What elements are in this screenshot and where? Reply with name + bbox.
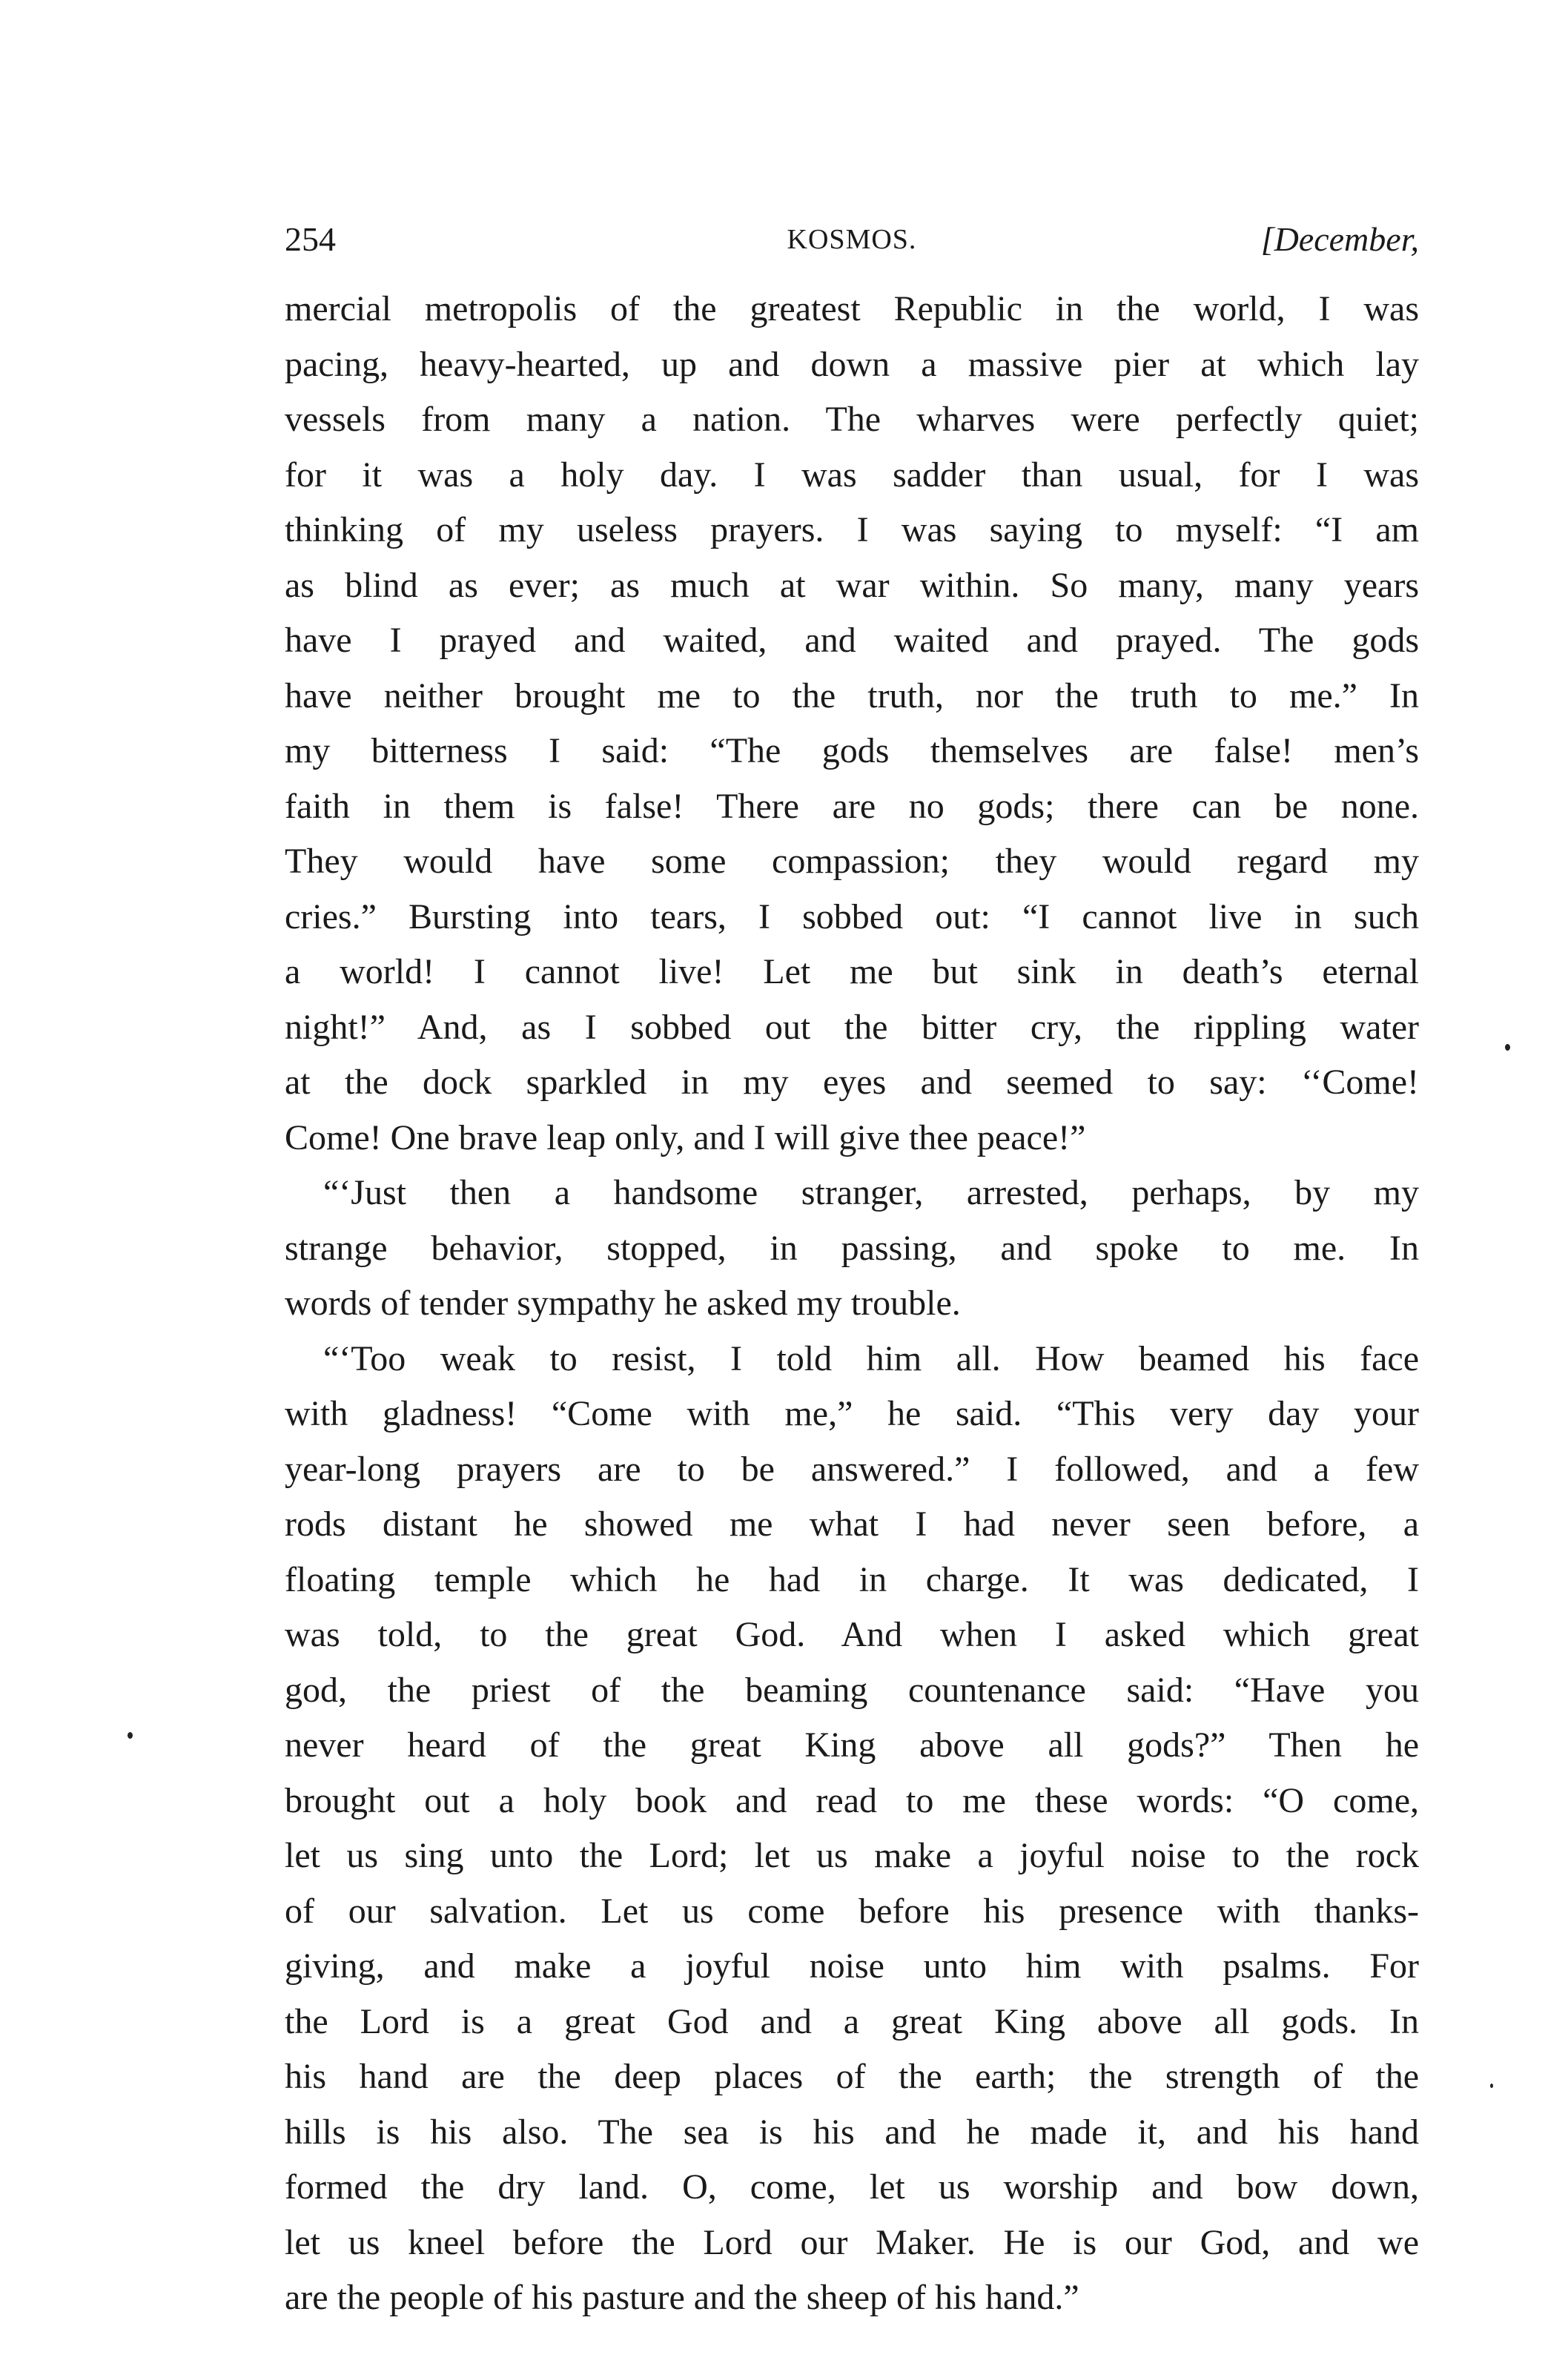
running-month: [December, xyxy=(1260,220,1419,258)
running-head xyxy=(285,214,1419,265)
text-line: my bitterness I said: “The gods themselves are false! men’s xyxy=(285,731,1419,770)
text-line: let us sing unto the Lord; let us make a joyful noise to the rock xyxy=(285,1836,1419,1875)
text-line: mercial metropolis of the greatest Republic in the world, I was xyxy=(285,289,1419,328)
text-line: night!” And, as I sobbed out the bitter cry, the rippling water xyxy=(285,1007,1419,1047)
print-speck xyxy=(128,1732,133,1739)
text-line: brought out a holy book and read to me these words: “O come, xyxy=(285,1780,1419,1820)
text-line: words of tender sympathy he asked my trouble. xyxy=(285,1283,961,1323)
text-line: at the dock sparkled in my eyes and seemed to say: ‘‘Come! xyxy=(285,1063,1419,1102)
text-line: god, the priest of the beaming countenance said: “Have you xyxy=(285,1670,1419,1710)
text-line: “‘Just then a handsome stranger, arrested, perhaps, by my xyxy=(323,1173,1419,1212)
text-line: let us kneel before the Lord our Maker. He is our God, and we xyxy=(285,2222,1419,2262)
body-text xyxy=(285,282,1419,2326)
text-line: faith in them is false! There are no gods; there can be none. xyxy=(285,786,1419,826)
text-line: never heard of the great King above all gods?” Then he xyxy=(285,1725,1419,1765)
text-line: of our salvation. Let us come before his presence with thanks- xyxy=(285,1891,1419,1931)
text-line: his hand are the deep places of the earth; the strength of the xyxy=(285,2057,1419,2096)
text-line: formed the dry land. O, come, let us worship and bow down, xyxy=(285,2167,1419,2207)
text-line: have neither brought me to the truth, nor the truth to me.” In xyxy=(285,675,1419,716)
running-title: KOSMOS. xyxy=(787,224,917,255)
paragraph xyxy=(285,282,1419,1166)
paragraph xyxy=(285,1332,1419,2326)
text-line: as blind as ever; as much at war within. So many, many years xyxy=(285,565,1419,605)
text-line: have I prayed and waited, and waited and prayed. The gods xyxy=(285,621,1419,660)
text-line: hills is his also. The sea is his and he made it, and his hand xyxy=(285,2112,1419,2152)
text-line: They would have some compassion; they would regard my xyxy=(285,842,1419,881)
text-line: are the people of his pasture and the sheep of his hand.” xyxy=(285,2278,1079,2317)
page-number: 254 xyxy=(285,220,336,258)
text-line: a world! I cannot live! Let me but sink in death’s eternal xyxy=(285,952,1419,991)
text-line: cries.” Bursting into tears, I sobbed out: “I cannot live in such xyxy=(285,896,1419,936)
text-line: vessels from many a nation. The wharves were perfectly quiet; xyxy=(285,400,1419,439)
text-line: rods distant he showed me what I had never seen before, a xyxy=(285,1504,1419,1544)
print-speck xyxy=(1505,1044,1510,1051)
text-line: giving, and make a joyful noise unto him with psalms. For xyxy=(285,1946,1419,1986)
text-line: “‘Too weak to resist, I told him all. How beamed his face xyxy=(323,1338,1419,1378)
text-line: floating temple which he had in charge. It was dedicated, I xyxy=(285,1559,1419,1599)
text-line: with gladness! “Come with me,” he said. “This very day your xyxy=(285,1394,1419,1433)
text-line: strange behavior, stopped, in passing, and spoke to me. In xyxy=(285,1228,1419,1268)
paragraph xyxy=(285,1166,1419,1332)
text-line: was told, to the great God. And when I asked which great xyxy=(285,1615,1419,1654)
text-line: thinking of my useless prayers. I was saying to myself: “I am xyxy=(285,510,1419,549)
text-line: pacing, heavy-hearted, up and down a massive pier at which lay xyxy=(285,344,1419,384)
text-line: the Lord is a great God and a great King above all gods. In xyxy=(285,2001,1419,2041)
text-line: Come! One brave leap only, and I will give thee peace!” xyxy=(285,1117,1086,1157)
print-speck xyxy=(1490,2084,1493,2088)
text-line: year-long prayers are to be answered.” I followed, and a few xyxy=(285,1449,1419,1489)
text-line: for it was a holy day. I was sadder than usual, for I was xyxy=(285,455,1419,495)
